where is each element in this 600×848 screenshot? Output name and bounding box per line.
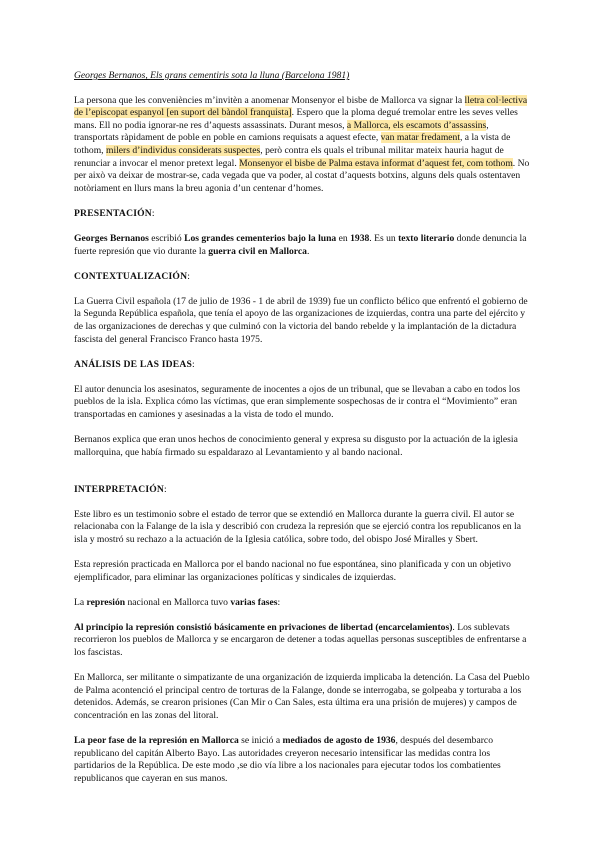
body-text: , después del desembarco republicano del capitán Alberto Bayo. Las autoridades creyeron necesario intensificar las medidas contra los partidarios de la República. De este modo ,se dio vía libre a los nacionales para ejecutar todos los combatientes republicanos que cayeran en sus manos. [74,734,501,784]
bold-text: La peor fase de la represión en Mallorca [74,734,239,746]
quote-text: La persona que les conveniències m’invitèn a anomenar Monsenyor el bisbe de Mallorca va signar la [74,94,465,106]
bold-text: guerra civil en Mallorca [208,245,307,257]
heading-colon: : [192,358,195,370]
body-text: : [277,596,281,608]
contextualizacion-paragraph: La Guerra Civil española (17 de julio de 1936 - 1 de abril de 1939) fue un conflicto bélico que enfrentó el gobierno de la Segunda República española, que tenía el apoyo de las organizaciones de izquierdas, contra una parte del ejército y de las organizaciones de derechas y que culminó con la victoria del bando rebelde y la implantación de la dictadura fascista del general Francisco Franco hasta 1975. [74,295,528,345]
heading-analisis [74,359,530,372]
highlighted-text: a Mallorca, els escamots d’assassins [346,119,487,131]
bold-text: mediados de agosto de 1936 [282,734,396,746]
quote-text: . Espero que la ploma degué tremolar entre les seves velles mans. Ell no podia ignorar-ne res d’aquests assassinats. Durant mesos, [74,107,518,131]
interpretacion-paragraph-4 [74,622,530,660]
quote-text: , però contra els quals el tribunal militar mateix hauria hagut de renunciar a invocar el menor pretext legal. [74,144,504,169]
heading-contextualizacion [74,271,530,284]
quote-paragraph [74,95,530,196]
highlighted-text: lletra col·lectiva de l’episcopat espanyol [en suport del bàndol franquista] [74,94,528,119]
body-text: . Es un [369,232,399,244]
heading-text: INTERPRETACIÓN [74,483,165,495]
heading-presentacion [74,208,530,221]
bold-text: Georges Bernanos [74,232,149,244]
interpretacion-paragraph-6 [74,735,530,785]
quote-text: , a la vista de tothom, [74,132,511,156]
interpretacion-paragraph-5: En Mallorca, ser militante o simpatizante de una organización de izquierda implicaba la detención. La Casa del Pueblo de Palma acontenció el principal centro de torturas de la Falange, donde se interrogaba, se golpeaba y torturaba a los detenidos. Además, se crearon prisiones (Can Mir o Can Sales, esta última era una prisión de mujeres) y campos de concentración en las zonas del litoral. [74,672,530,721]
heading-colon: : [164,483,167,495]
body-text: escribió [148,232,185,244]
heading-text: ANÁLISIS DE LAS IDEAS [74,358,193,370]
document-page [74,70,530,798]
quote-text: , transportats ràpidament de poble en poble en camions requisats a aquest efecte, [74,119,489,144]
body-text: . [306,245,310,257]
heading-colon: : [151,207,155,219]
bold-text: texto literario [398,232,455,244]
presentacion-paragraph [74,233,530,258]
highlighted-text: Monsenyor el bisbe de Palma estava informat d’aquest fet, com tothom [239,157,513,169]
body-text: donde denuncia la fuerte represión que vio durante la [74,232,527,257]
bold-text: Los grandes cementerios bajo la luna [184,232,337,244]
bold-text: represión [86,596,126,608]
body-text: La [74,596,87,608]
body-text: nacional en Mallorca tuvo [125,596,231,608]
quote-text: . No per això va deixar de mostrar-se, cada vegada que va poder, al costat d’aquests botxins, alguns dels quals ostentaven notòriament en llurs mans la breu agonia d’un centenar d’homes. [74,157,530,194]
analisis-paragraph-1: El autor denuncia los asesinatos, seguramente de inocentes a ojos de un tribunal, que se llevaban a cabo en todos los pueblos de la isla. Explica cómo las víctimas, que eran simplemente sospechosas de ir contra el “Movimiento” eran transportadas en camiones y asesinadas a la vista de todo el mundo. [74,383,520,420]
highlighted-text: milers d’individus considerats suspectes [105,144,261,156]
interpretacion-paragraph-3 [74,597,530,610]
highlighted-text: van matar fredament [380,132,460,144]
spacer [74,472,530,484]
analisis-paragraph-2: Bernanos explica que eran unos hechos de conocimiento general y expresa su disgusto por la actuación de la iglesia mallorquina, que había firmado su espaldarazo al Levantamiento y al bando nacional. [74,433,518,458]
heading-text: CONTEXTUALIZACIÓN [74,270,188,282]
bold-text: Al principio la represión consistió básicamente en privaciones de libertad (encarcelamientos) [74,621,453,633]
source-caption: Georges Bernanos, Els grans cementiris sota la lluna (Barcelona 1981) [74,70,350,81]
body-text: se inició a [238,734,283,746]
body-text: . Los sublevats recorrieron los pueblos de Mallorca y se encargaron de detener a todas aquellas personas susceptibles de enfrentarse a los fascistas. [74,621,527,658]
interpretacion-paragraph-2: Esta represión practicada en Mallorca por el bando nacional no fue espontánea, sino planificada y con un objetivo ejemplificador, para eliminar las organizaciones políticas y sindicales de izquierdas. [74,559,511,583]
heading-text: PRESENTACIÓN [74,207,152,219]
heading-interpretacion [74,484,530,497]
bold-text: varias fases [230,596,278,608]
interpretacion-paragraph-1: Este libro es un testimonio sobre el estado de terror que se extendió en Mallorca durante la guerra civil. El autor se relacionaba con la Falange de la isla y describió con crudeza la represión que se ejerció contra los republicanos en la isla y mostró su rechazo a la actuación de la Iglesia católica, sobre todo, del obispo José Miralles y Sbert. [74,508,521,545]
body-text: en [336,232,351,244]
heading-colon: : [187,270,191,282]
bold-text: 1938 [350,232,370,244]
